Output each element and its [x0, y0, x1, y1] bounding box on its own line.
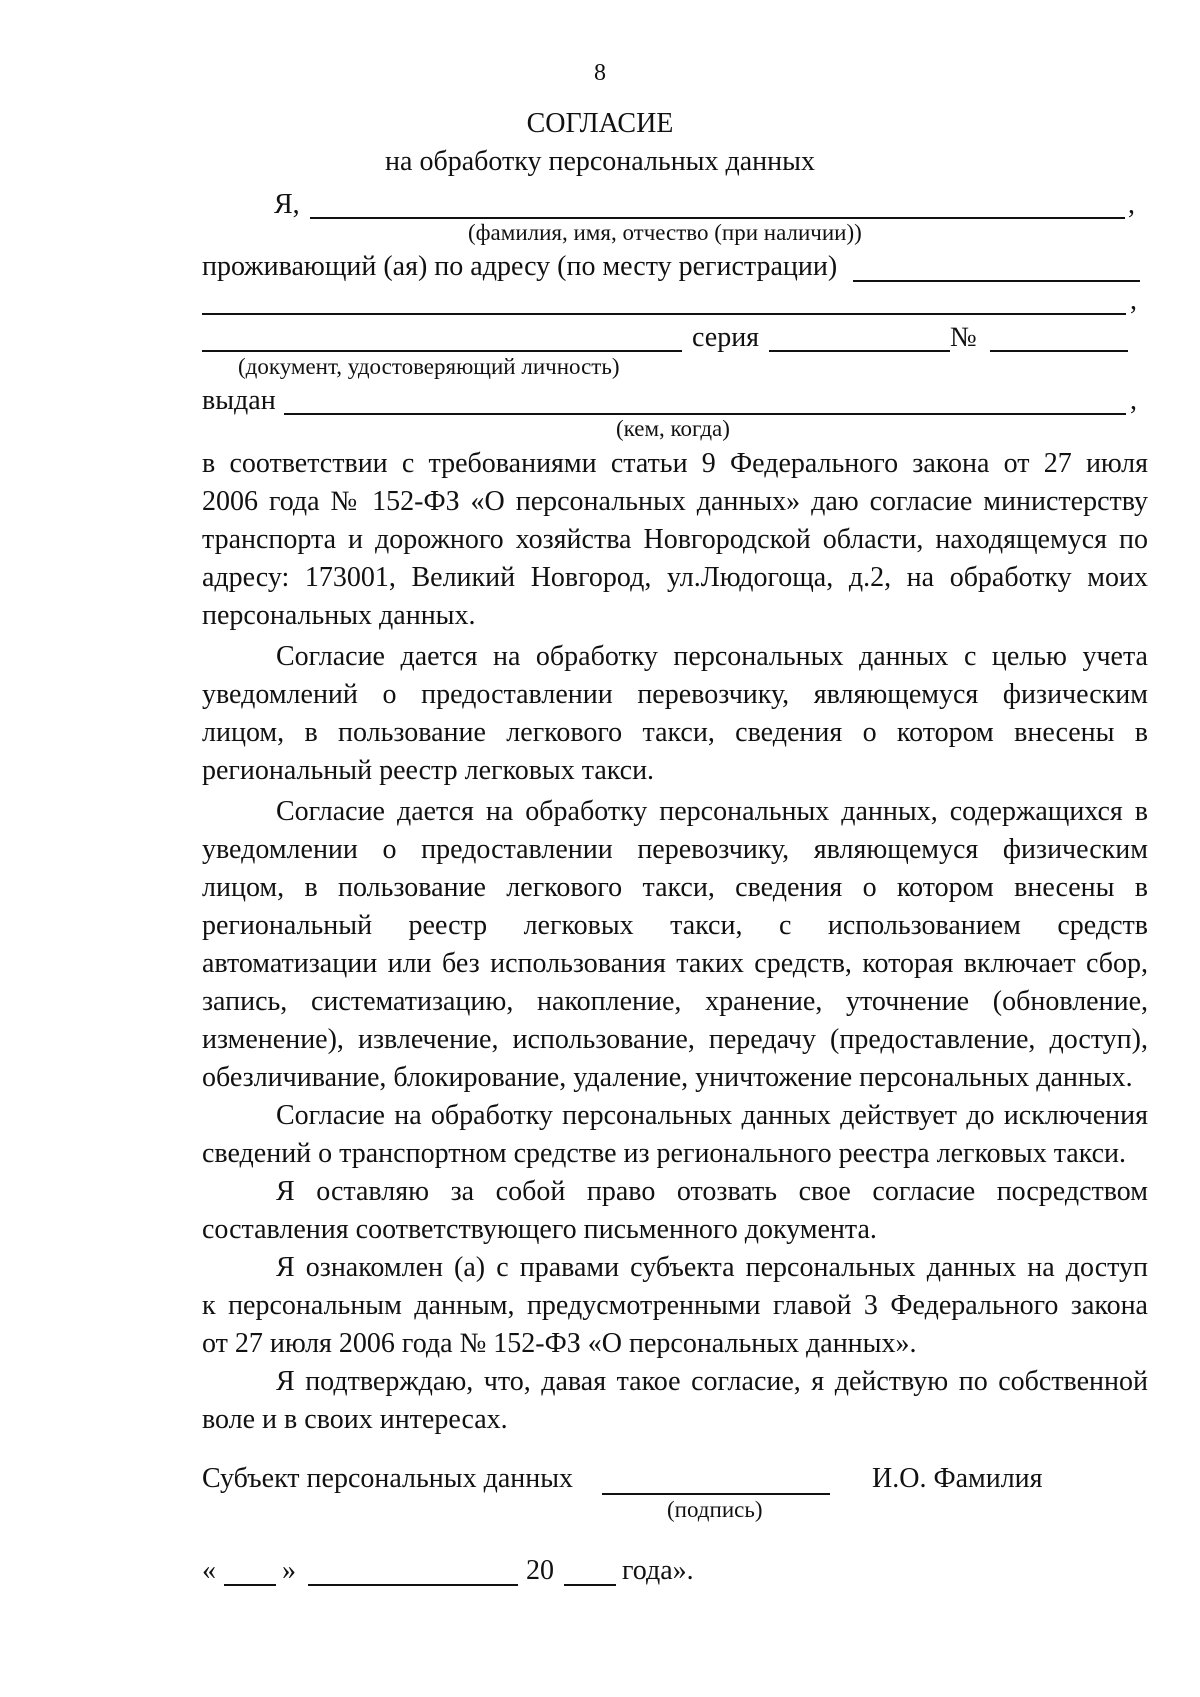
- paragraph-line: адресу: 173001, Великий Новгород, ул.Людогоща, д.2, на обработку моих: [202, 562, 1148, 593]
- document-subtitle: на обработку персональных данных: [385, 146, 815, 177]
- paragraph-line: лицом, в пользование легкового такси, сведения о котором внесены в: [202, 717, 1148, 748]
- paragraph-line: Я подтверждаю, что, давая такое согласие, я действую по собственной: [276, 1366, 1148, 1397]
- fio-hint: (фамилия, имя, отчество (при наличии)): [468, 220, 862, 245]
- signature-hint: (подпись): [667, 1497, 763, 1522]
- address-field-line-1[interactable]: [853, 280, 1140, 282]
- paragraph-line: региональный реестр легковых такси, с использованием средств: [202, 910, 1148, 941]
- number-label: №: [950, 322, 977, 353]
- paragraph-line: воле и в своих интересах.: [202, 1404, 508, 1435]
- date-close-quote: »: [282, 1555, 296, 1586]
- signer-name: И.О. Фамилия: [872, 1463, 1043, 1494]
- paragraph-line: транспорта и дорожного хозяйства Новгородской области, находящемуся по: [202, 524, 1148, 555]
- number-field-line[interactable]: [990, 350, 1128, 352]
- date-year-field-line[interactable]: [564, 1584, 616, 1586]
- date-century: 20: [526, 1555, 554, 1586]
- paragraph-line: Я оставляю за собой право отозвать свое согласие посредством: [276, 1176, 1148, 1207]
- paragraph-line: 2006 года № 152-ФЗ «О персональных данных» даю согласие министерству: [202, 486, 1148, 517]
- document-field-line[interactable]: [202, 350, 682, 352]
- address-field-line-2[interactable]: [202, 313, 1126, 315]
- paragraph-line: запись, систематизацию, накопление, хранение, уточнение (обновление,: [202, 986, 1148, 1017]
- fio-field-line[interactable]: [310, 217, 1125, 219]
- issued-comma: ,: [1130, 385, 1137, 416]
- paragraph-line: Согласие на обработку персональных данных действует до исключения: [276, 1100, 1148, 1131]
- paragraph-line: к персональным данным, предусмотренными главой 3 Федерального закона: [202, 1290, 1148, 1321]
- paragraph-line: составления соответствующего письменного документа.: [202, 1214, 877, 1245]
- paragraph-line: автоматизации или без использования таких средств, которая включает сбор,: [202, 948, 1148, 979]
- paragraph-line: Согласие дается на обработку персональных данных, содержащихся в: [276, 796, 1148, 827]
- series-label: серия: [692, 322, 760, 353]
- paragraph-line: уведомлении о предоставлении перевозчику, являющемуся физическим: [202, 834, 1148, 865]
- series-field-line[interactable]: [769, 350, 950, 352]
- issued-label: выдан: [202, 385, 276, 416]
- paragraph-line: уведомлений о предоставлении перевозчику, являющемуся физическим: [202, 679, 1148, 710]
- document-hint: (документ, удостоверяющий личность): [238, 354, 620, 379]
- paragraph-line: региональный реестр легковых такси.: [202, 755, 655, 786]
- signature-field-line[interactable]: [602, 1493, 830, 1495]
- paragraph-line: Я ознакомлен (а) с правами субъекта персональных данных на доступ: [276, 1252, 1148, 1283]
- page-number: 8: [594, 60, 606, 86]
- date-suffix: года».: [622, 1555, 694, 1586]
- address-label: проживающий (ая) по адресу (по месту регистрации): [202, 251, 838, 282]
- document-title: СОГЛАСИЕ: [526, 108, 674, 139]
- date-open-quote: «: [202, 1555, 216, 1586]
- paragraph-line: сведений о транспортном средстве из регионального реестра легковых такси.: [202, 1138, 1127, 1169]
- issued-field-line[interactable]: [284, 413, 1126, 415]
- paragraph-line: персональных данных.: [202, 600, 476, 631]
- date-month-field-line[interactable]: [308, 1584, 518, 1586]
- address-comma: ,: [1130, 285, 1137, 316]
- paragraph-line: в соответствии с требованиями статьи 9 Федерального закона от 27 июля: [202, 448, 1148, 479]
- paragraph-line: изменение), извлечение, использование, передачу (предоставление, доступ),: [202, 1024, 1148, 1055]
- paragraph-line: Согласие дается на обработку персональных данных с целью учета: [276, 641, 1148, 672]
- fio-comma: ,: [1128, 189, 1135, 220]
- issued-hint: (кем, когда): [616, 416, 730, 441]
- paragraph-line: от 27 июля 2006 года № 152-ФЗ «О персональных данных».: [202, 1328, 917, 1359]
- subject-label: Субъект персональных данных: [202, 1463, 574, 1494]
- paragraph-line: лицом, в пользование легкового такси, сведения о котором внесены в: [202, 872, 1148, 903]
- paragraph-line: обезличивание, блокирование, удаление, уничтожение персональных данных.: [202, 1062, 1133, 1093]
- ya-label: Я,: [274, 189, 300, 220]
- date-day-field-line[interactable]: [224, 1584, 276, 1586]
